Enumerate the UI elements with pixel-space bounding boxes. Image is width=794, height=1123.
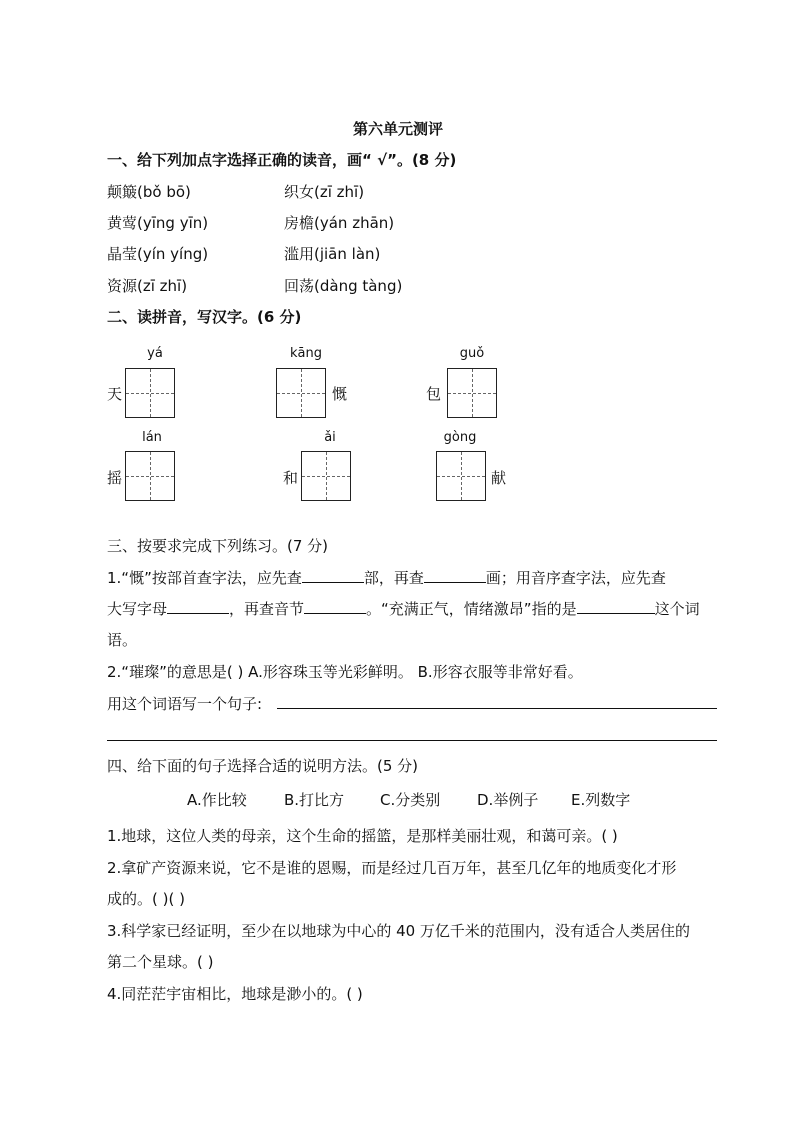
writing-grid-box[interactable] [301,451,351,501]
answer-blank[interactable] [304,598,366,614]
q4-heading: 四、给下面的句子选择合适的说明方法。(5 分) [107,757,419,775]
q1-left-item: 晶莹(yín yíng) [107,245,209,263]
q3-text: 画；用音序查字法，应先查 [485,569,666,587]
method-option: B.打比方 [284,791,345,809]
q4-sentence-2: 2.拿矿产资源来说，它不是谁的恩赐，而是经过几百万年，甚至几亿年的地质变化才形 [107,859,677,877]
q4-sentence-3: 3.科学家已经证明，至少在以地球为中心的 40 万亿千米的范围内，没有适合人类居住的 [107,922,690,940]
answer-blank[interactable] [167,598,229,614]
given-character: 包 [426,385,442,403]
pinyin-label: yá [147,346,163,361]
q3-text: 大写字母 [107,600,168,618]
q1-left-item: 资源(zī zhī) [107,277,188,295]
method-option: C.分类别 [380,791,441,809]
q3-text: 1.“慨”按部首查字法，应先查 [107,569,302,587]
given-character: 摇 [107,469,123,487]
q3-text: 部，再查 [363,569,424,587]
q2-heading: 二、读拼音，写汉字。(6 分) [107,308,302,326]
method-option: E.列数字 [571,791,631,809]
answer-blank[interactable] [302,567,364,583]
pinyin-label: lán [142,430,162,445]
q4-sentence-2-cont: 成的。( )( ) [107,890,185,908]
given-character: 献 [491,469,507,487]
q1-right-item: 织女(zī zhī) [284,183,365,201]
sentence-answer-line-2[interactable] [107,740,717,741]
q3-line-1 [107,567,666,588]
q3-line-4: 2.“璀璨”的意思是( ) A.形容珠玉等光彩鲜明。 B.形容衣服等非常好看。 [107,663,583,681]
given-character: 天 [107,385,123,403]
writing-grid-box[interactable] [125,451,175,501]
answer-blank[interactable] [577,598,655,614]
q4-sentence-4: 4.同茫茫宇宙相比，地球是渺小的。( ) [107,985,363,1003]
writing-grid-box[interactable] [276,368,326,418]
writing-grid-box[interactable] [125,368,175,418]
q3-text: ，再查音节 [229,600,305,618]
writing-grid-box[interactable] [436,451,486,501]
q1-left-item: 颠簸(bǒ bō) [107,183,191,201]
q3-heading: 三、按要求完成下列练习。(7 分) [107,537,329,555]
q4-sentence-1: 1.地球，这位人类的母亲，这个生命的摇篮，是那样美丽壮观，和蔼可亲。( ) [107,827,618,845]
given-character: 和 [283,469,299,487]
writing-grid-box[interactable] [447,368,497,418]
q3-line-5: 用这个词语写一个句子: [107,695,263,713]
q3-line-2 [107,598,700,619]
q4-sentence-3-cont: 第二个星球。( ) [107,953,214,971]
method-option: D.举例子 [477,791,539,809]
q1-right-item: 房檐(yán zhān) [284,214,395,232]
given-character: 慨 [332,385,348,403]
pinyin-label: kāng [290,346,322,361]
pinyin-label: gòng [443,430,477,445]
q1-right-item: 回荡(dàng tàng) [284,277,403,295]
q3-line-3: 语。 [107,631,138,649]
method-option: A.作比较 [187,791,247,809]
q3-text: 。“充满正气，情绪激昂”指的是 [366,600,577,618]
q1-heading: 一、给下列加点字选择正确的读音，画“ √”。(8 分) [107,151,457,169]
q1-left-item: 黄莺(yīng yīn) [107,214,209,232]
q3-text: 这个词 [654,600,700,618]
pinyin-label: guǒ [459,346,485,361]
sentence-answer-line[interactable] [277,708,717,709]
page-title: 第六单元测评 [353,120,444,138]
pinyin-label: ǎi [324,430,336,445]
answer-blank[interactable] [424,567,486,583]
q1-right-item: 滥用(jiān làn) [284,245,381,263]
